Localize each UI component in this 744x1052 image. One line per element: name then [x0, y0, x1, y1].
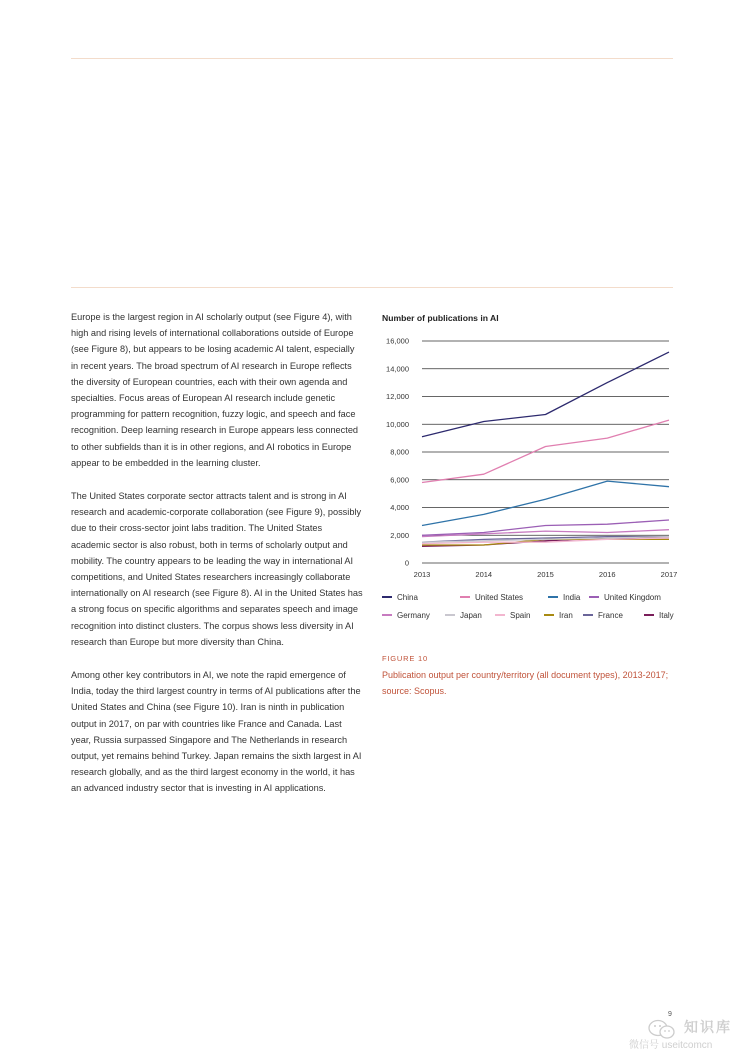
- y-tick-label: 0: [404, 558, 409, 568]
- watermark-wechat-id: 微信号 useitcomcn: [629, 1040, 713, 1051]
- y-tick-label: 12,000: [386, 392, 409, 402]
- chart-title: Number of publications in AI: [382, 313, 499, 323]
- y-tick-label: 10,000: [386, 419, 409, 429]
- x-tick-label: 2014: [475, 570, 493, 579]
- legend-label: Iran: [559, 611, 573, 620]
- figure-caption: Publication output per country/territory (all document types), 2013-2017; source: Scopus.: [382, 670, 669, 696]
- body-text: [71, 309, 363, 814]
- legend-swatch: [583, 614, 593, 616]
- chart-legend: [382, 593, 682, 629]
- legend-item-spain: [495, 611, 530, 620]
- x-tick-label: 2016: [598, 570, 616, 579]
- x-tick-label: 2013: [413, 570, 431, 579]
- legend-item-iran: [544, 611, 573, 620]
- legend-swatch: [548, 596, 558, 598]
- y-tick-label: 4,000: [390, 503, 409, 513]
- legend-swatch: [382, 596, 392, 598]
- x-tick-label: 2017: [660, 570, 678, 579]
- y-tick-label: 8,000: [390, 447, 409, 457]
- legend-swatch: [495, 614, 505, 616]
- legend-label: Japan: [460, 611, 482, 620]
- legend-row: [382, 611, 682, 629]
- legend-label: China: [397, 593, 418, 602]
- legend-label: Germany: [397, 611, 430, 620]
- page-number: 9: [668, 1011, 672, 1018]
- legend-label: Spain: [510, 611, 531, 620]
- legend-item-france: [583, 611, 623, 620]
- legend-swatch: [460, 596, 470, 598]
- legend-label: Italy: [659, 611, 674, 620]
- legend-item-italy: [644, 611, 674, 620]
- legend-swatch: [445, 614, 455, 616]
- legend-swatch: [382, 614, 392, 616]
- legend-label: United Kingdom: [604, 593, 661, 602]
- y-tick-label: 6,000: [390, 475, 409, 485]
- legend-row: [382, 593, 682, 611]
- line-chart: [380, 328, 680, 588]
- legend-swatch: [589, 596, 599, 598]
- watermark: [627, 1015, 739, 1049]
- chart-grid: [422, 341, 669, 563]
- paragraph-united-states: The United States corporate sector attracts talent and is strong in AI research and academic-corporate collaboration (see Figure 9), possibly due to their cross-sector joint labs tradition. The United States academic sector is also robust, both in terms of scholarly output and mobility. The country appears to be leading the way in international AI competitions, and United States researchers increasingly collaborate internationally on AI research (see Figure 8). AI in the United States has a strong focus on specific algorithms and separates speech and image recognition into distinct clusters. The corpus shows less diversity in AI research than Europe but more diversity than China.: [71, 491, 363, 647]
- legend-item-united-kingdom: [589, 593, 661, 602]
- series-line-united-kingdom: [422, 520, 669, 535]
- legend-label: United States: [475, 593, 524, 602]
- legend-item-india: [548, 593, 580, 602]
- legend-swatch: [544, 614, 554, 616]
- y-tick-label: 2,000: [390, 530, 409, 540]
- paragraph-other-contributors: Among other key contributors in AI, we note the rapid emergence of India, today the third largest country in terms of AI publications after the United States and China (see Figure 10). Iran is ninth in publication output in 2017, on par with countries like France and Canada. Last year, Russia surpassed Singapore and The Netherlands in research output, yet remains behind Turkey. Japan remains the sixth largest in AI research globally, and as the third largest economy in the world, it has an advanced industry sector that is investing in AI applications.: [71, 670, 362, 794]
- legend-swatch: [644, 614, 654, 616]
- legend-label: France: [598, 611, 623, 620]
- legend-label: India: [563, 593, 581, 602]
- y-axis-ticks: [386, 337, 409, 568]
- x-axis-ticks: [414, 570, 678, 579]
- series-line-united-states: [422, 420, 669, 482]
- paragraph-europe: Europe is the largest region in AI scholarly output (see Figure 4), with high and rising levels of international collaborations outside of Europe (see Figure 8), but appears to be losing academic AI talent, especially in recent years. The broad spectrum of AI research in Europe reflects the diversity of European countries, each with their own agenda and specialties. Focus areas of European AI research include genetic programming for pattern recognition, fuzzy logic, and speech and face recognition. Deep learning research in Europe appears less connected to other subfields than it is in other regions, and AI robotics in Europe appear to be embedded in the learning cluster.: [71, 312, 359, 468]
- legend-item-japan: [445, 611, 482, 620]
- legend-item-germany: [382, 611, 430, 620]
- y-tick-label: 14,000: [386, 364, 409, 374]
- series-line-india: [422, 481, 669, 525]
- figure-label: FIGURE 10: [382, 654, 428, 663]
- header-divider-bottom: [71, 287, 673, 288]
- x-tick-label: 2015: [537, 570, 554, 579]
- watermark-brand: 知识库: [684, 1019, 732, 1035]
- y-tick-label: 16,000: [386, 336, 409, 346]
- legend-item-united-states: [460, 593, 523, 602]
- header-divider-top: [71, 58, 673, 59]
- legend-item-china: [382, 593, 418, 602]
- chart-series: [422, 352, 669, 546]
